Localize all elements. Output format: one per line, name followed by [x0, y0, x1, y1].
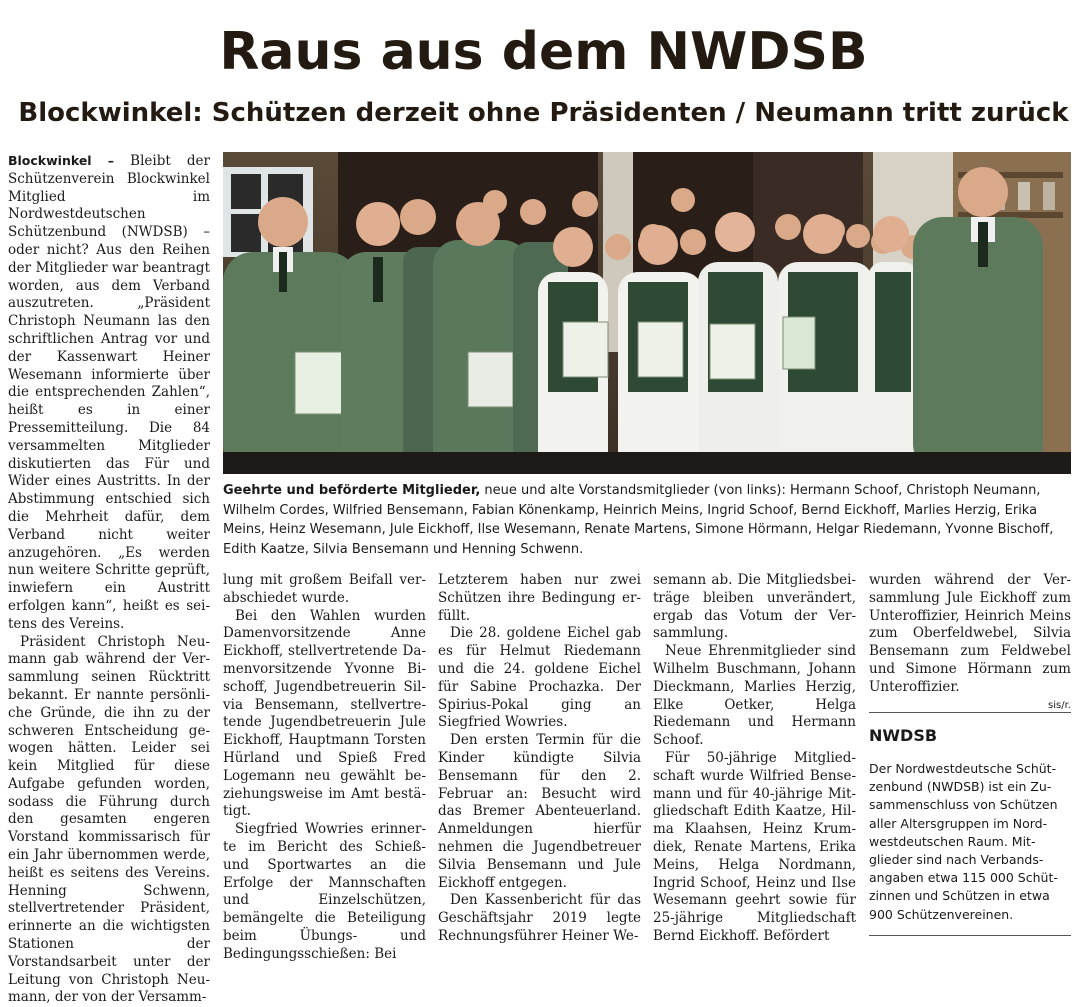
headline: Raus aus dem NWDSB — [219, 22, 868, 82]
paragraph — [8, 152, 210, 634]
paragraph: Siegfried Wowries erinnerte im Bericht des Schieß- und Sportwartes an die Erfolge der Mannschaften und Einzelschützen, bemängelte die Beteiligung beim Übungs- und Bedingungsschießen: Bei — [223, 821, 426, 962]
paragraph: Den ersten Termin für die Kinder kündigte Silvia Bensemann für den 2. Februar an: Besucht wird das Bremer Abenteuerland. Anmeldungen hierfür nehmen die Jugendbetreuer Silvia Bensemann und Jule Eickhoff entgegen. — [438, 732, 641, 891]
infobox-divider-bottom — [869, 935, 1071, 936]
author-signature: sis/r. — [1048, 699, 1071, 711]
paragraph: Für 50-jährige Mitgliedschaft wurde Wilfried Bensemann und für 40-jährige Mitgliedschaft Edith Kaatze, Hilma Klaahsen, Heinz Krumdiek, Renate Martens, Erika Meins, Helga Nordmann, Ingrid Schoof, Heinz und Ilse Wesemann geehrt sowie für 25-jährige Mitgliedschaft Bernd Eickhoff. Befördert — [653, 749, 856, 944]
paragraph: wurden während der Versammlung Jule Eickhoff zum Unteroffizier, Heinrich Meins zum Oberfeldwebel, Silvia Bensemann zum Feldwebel und Simone Hörmann zum Unteroffizier. — [869, 572, 1071, 695]
infobox-title: NWDSB — [869, 726, 938, 745]
group-photo-icon — [223, 152, 1071, 474]
paragraph-text: Bleibt der Schützenverein Blockwinkel Mitglied im Nordwestdeutschen Schützenbund (NWDSB) – oder nicht? Aus den Reihen der Mitglieder war beantragt worden, aus dem Verband auszutreten. „Präsident Christoph Neumann las den schriftlichen Antrag vor und der Kassenwart Heiner Wesemann informierte über die entsprechenden Zahlen“, heißt es in einer Pressemitteilung. Die 84 versammelten Mitglieder diskutierten das Für und Wider eines Austritts. In der Abstimmung entschied sich die Mehrheit dafür, dem Verband nicht weiter anzugehören. „Es werden nun weitere Schritte geprüft, inwiefern ein Austritt erfolgen kann“, heißt es seitens des Vereins. — [8, 153, 211, 632]
caption-text: neue und alte Vorstandsmitglieder (von links): Hermann Schoof, Christoph Neumann, Wilhelm Cordes, Wilfried Bensemann, Fabian Könenkamp, Heinrich Meins, Ingrid Schoof, Bernd Eickhoff, Marlies Herzig, Erika Meins, Heinz Wesemann, Jule Eickhoff, Ilse Wesemann, Renate Martens, Simone Hörmann, Helgar Riedemann, Yvonne Bischoff, Edith Kaatze, Silvia Bensemann und Henning Schwenn. — [223, 483, 1054, 557]
article-column-4 — [653, 572, 856, 942]
paragraph: Präsident Christoph Neumann gab während der Versammlung seinen Rücktritt bekannt. Er nannte persönliche Gründe, die ihn zu der schweren Entscheidung gewogen hätten. Leider sei kein Mitglied für diese Aufgabe gefunden worden, sodass die Führung durch den gesamten engeren Vorstand kommissarisch für ein Jahr übernommen werde, heißt es seitens des Vereins. Henning Schwenn, stellvertretender Präsident, erinnerte an die wichtigsten Stationen der Vorstandsarbeit unter der Leitung von Christoph Neumann, der von der Versamm- — [8, 633, 210, 1006]
group-photo — [223, 152, 1071, 474]
paragraph: Neue Ehrenmitglieder sind Wilhelm Buschmann, Johann Dieckmann, Marlies Herzig, Elke Oetker, Helga Riedemann und Hermann Schoof. — [653, 643, 856, 749]
paragraph: Bei den Wahlen wurden Damenvorsitzende Anne Eickhoff, stellvertretende Damenvorsitzende Yvonne Bischoff, Jugendbetreuerin Silvia Bensemann, stellvertretende Jugendbetreuerin Jule Eickhoff, Hauptmann Torsten Hürland und Spieß Fred Logemann neu gewählt beziehungsweise im Amt bestätigt. — [223, 607, 426, 820]
paragraph: semann ab. Die Mitgliedsbeiträge bleiben unverändert, ergab das Votum der Versammlung. — [653, 572, 856, 642]
paragraph: Den Kassenbericht für das Geschäftsjahr 2019 legte Rechnungsführer Heiner We- — [438, 892, 641, 944]
dateline: Blockwinkel – — [8, 153, 115, 168]
article-column-1 — [8, 152, 211, 1006]
infobox-text: Der Nordwestdeutsche Schützenbund (NWDSB) ist ein Zusammenschluss von Schützen aller Altersgruppen im Nordwestdeutschen Raum. Mitglieder sind nach Verbandsangaben etwa 115 000 Schützinnen und Schützen in etwa 900 Schützenvereinen. — [869, 761, 1058, 922]
caption-lead: Geehrte und beförderte Mitglieder, — [223, 483, 481, 498]
subheadline: Blockwinkel: Schützen derzeit ohne Präsidenten / Neumann tritt zurück — [18, 98, 1069, 128]
article-column-5 — [869, 572, 1071, 711]
paragraph: lung mit großem Beifall verabschiedet wurde. — [223, 572, 426, 606]
article-column-2 — [223, 572, 426, 962]
article-column-3 — [438, 572, 641, 942]
paragraph: Letzterem haben nur zwei Schützen ihre Bedingung erfüllt. — [438, 572, 641, 624]
infobox-divider-top — [869, 712, 1071, 713]
photo-caption — [223, 481, 1071, 559]
paragraph: Die 28. goldene Eichel gab es für Helmut Riedemann und die 24. goldene Eichel für Sabine Prochazka. Der Spirius-Pokal ging an Siegfried Wowries. — [438, 625, 641, 731]
